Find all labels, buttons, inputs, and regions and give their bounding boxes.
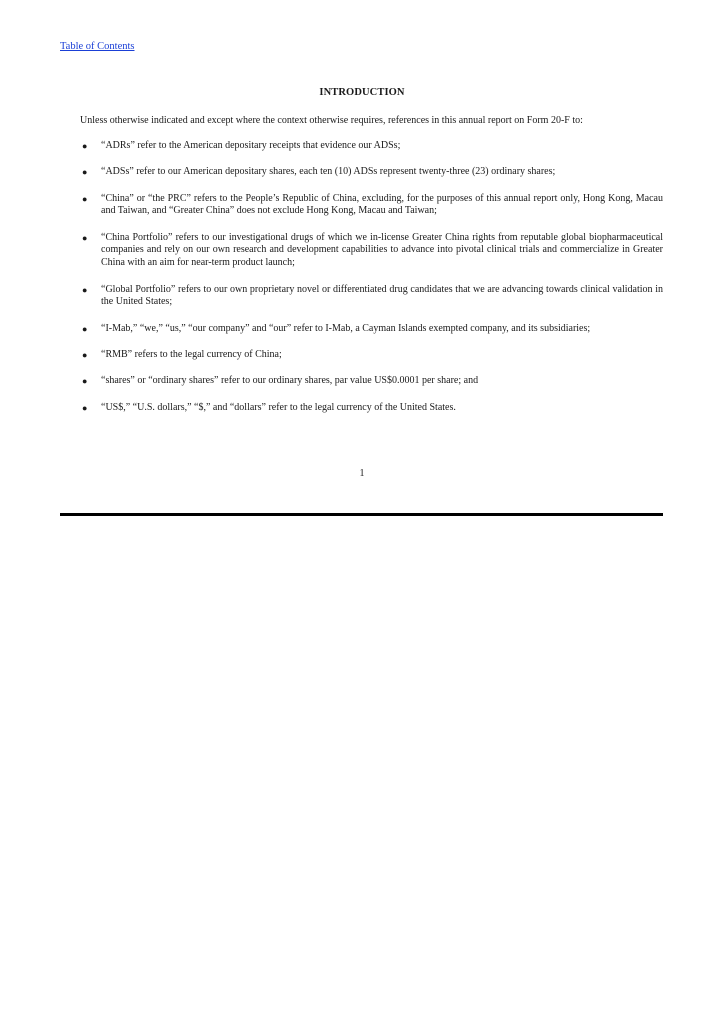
list-item-text: “I-Mab,” “we,” “us,” “our company” and “our” refer to I-Mab, a Cayman Islands exempted company, and its subsidiaries; [101,322,591,334]
section-heading: INTRODUCTION [319,87,405,98]
list-item [60,284,663,310]
page-number: 1 [359,468,365,479]
bullet-icon: ● [82,232,88,243]
list-item-text: “China Portfolio” refers to our investigational drugs of which we in-license Greater China rights from reputable global biopharmaceutical companies and rely on our own research and development capabilities to advance into pivotal clinical trials and commercialize in Greater China with an aim for near-term product launch; [101,231,663,269]
bullet-icon: ● [82,141,88,151]
list-item [60,166,663,179]
list-item [60,193,663,219]
list-item [60,232,663,270]
list-item [60,140,663,153]
bullet-icon: ● [82,284,88,295]
list-item-text: “US$,” “U.S. dollars,” “$,” and “dollars” refer to the legal currency of the United States. [101,401,456,413]
list-item [60,323,663,336]
list-item [60,402,663,415]
bullet-icon: ● [82,167,88,178]
list-item-text: “ADRs” refer to the American depositary receipts that evidence our ADSs; [101,140,401,151]
bullet-icon: ● [82,349,88,360]
list-item-text: “ADSs” refer to our American depositary shares, each ten (10) ADSs represent twenty-three (23) ordinary shares; [101,166,556,178]
bullet-icon: ● [82,376,88,387]
page-divider [60,513,663,516]
definitions-list [60,140,663,428]
bullet-icon: ● [82,193,88,204]
list-item-text: “China” or “the PRC” refers to the People’s Republic of China, excluding, for the purposes of this annual report only, Hong Kong, Macau and Taiwan, and “Greater China” does not exclude Hong Kong, Macau and Taiwan; [101,192,663,217]
bullet-icon: ● [82,323,88,334]
table-of-contents-link[interactable]: Table of Contents [60,41,135,52]
list-item-text: “Global Portfolio” refers to our own proprietary novel or differentiated drug candidates that we are advancing towards clinical validation in the United States; [101,283,663,308]
bullet-icon: ● [82,402,88,413]
list-item-text: “shares” or “ordinary shares” refer to our ordinary shares, par value US$0.0001 per share; and [101,375,479,387]
intro-paragraph: Unless otherwise indicated and except where the context otherwise requires, references in this annual report on Form 20-F to: [80,115,583,126]
list-item [60,375,663,388]
list-item-text: “RMB” refers to the legal currency of China; [101,348,282,360]
list-item [60,349,663,362]
